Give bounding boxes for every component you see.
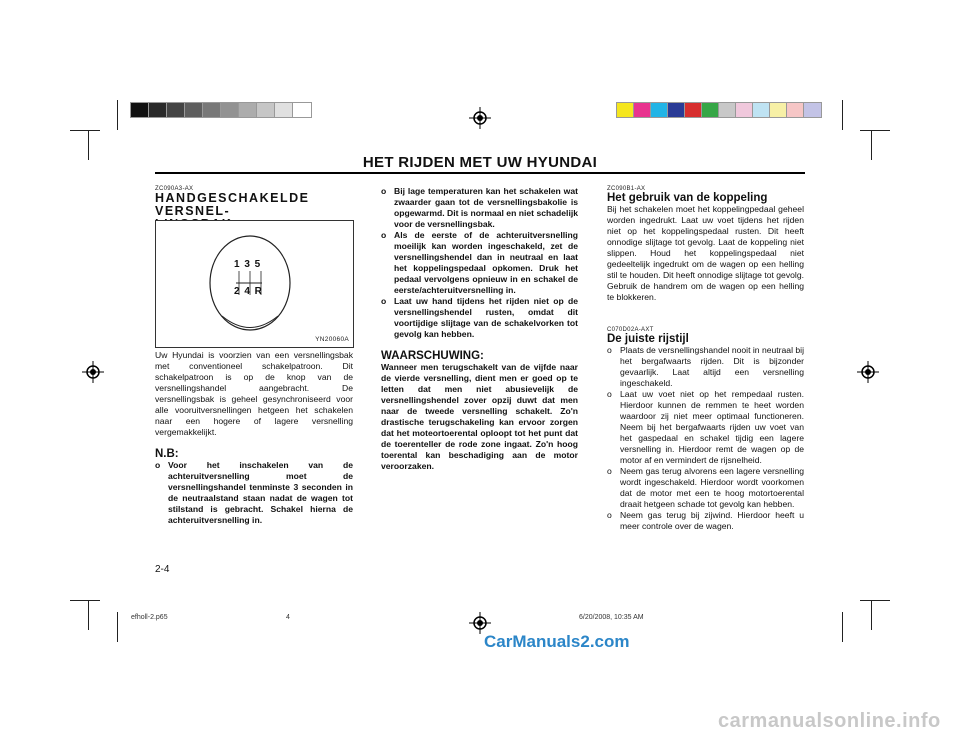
nb-list	[155, 460, 353, 526]
intro-paragraph: Uw Hyundai is voorzien van een versnellingsbak met conventioneel schakelpatroon. Dit schakelpatroon is op de knop van de versnellingshandel aangebracht. De versnellingsbak is geheel gesynchroniseerd voor alle vooruitversnellingen hetgeen het schakelen naar een hogere of lagere versnelling vergemakkelijkt.	[155, 350, 353, 437]
clutch-paragraph: Bij het schakelen moet het koppelingpedaal geheel worden ingedrukt. Laat uw voet tijdens het rijden niet op het koppelingspedaal rusten. Dit heeft onnodige slijtage tot gevolg. Laat de koppeling niet slippen. Houd het koppelingspedaal niet gedeeltelijk ingedrukt om de wagen op een helling stil te houden. Dit heeft onnodige slijtage tot gevolg. Gebruik de handrem om de wagen op een helling te blokkeren.	[607, 204, 804, 302]
calibration-swatch	[651, 103, 668, 117]
crop-mark	[117, 100, 118, 130]
crop-mark	[860, 600, 890, 601]
crop-mark	[70, 130, 100, 131]
calibration-swatch	[736, 103, 753, 117]
list-item: o Neem gas terug bij zijwind. Hierdoor heeft u meer controle over de wagen.	[607, 510, 804, 532]
calibration-swatch	[702, 103, 719, 117]
calibration-swatch	[239, 103, 257, 117]
color-calibration-bar	[617, 103, 821, 117]
calibration-swatch	[634, 103, 651, 117]
gear-knob-illustration	[156, 221, 353, 347]
list-item: o Plaats de versnellingshandel nooit in neutraal bij het bergafwaarts rijden. Dit is bijzonder gevaarlijk. Laat altijd een versnelling ingeschakeld.	[607, 345, 804, 389]
section-code: ZC090A3-AX	[155, 186, 194, 192]
calibration-swatch	[185, 103, 203, 117]
tips-list	[381, 186, 578, 340]
registration-target-icon	[469, 612, 491, 634]
crop-mark	[871, 600, 872, 630]
calibration-swatch	[149, 103, 167, 117]
calibration-swatch	[275, 103, 293, 117]
page-header-title: HET RIJDEN MET UW HYUNDAI	[362, 154, 598, 171]
crop-mark	[860, 130, 890, 131]
right-column	[607, 186, 804, 303]
list-item: o Laat uw hand tijdens het rijden niet op de versnellingshendel rusten, omdat dit voortijdige slijtage van de schakelvorken tot gevolg kan hebben.	[381, 296, 578, 340]
shift-pattern-bottom: 2 4 R	[234, 286, 263, 297]
list-item: o Neem gas terug alvorens een lagere versnelling wordt ingeschakeld. Hierdoor wordt voorkomen dat de motor met een te hoog motortoerental draait hetgeen schade tot gevolg kan hebben.	[607, 466, 804, 510]
calibration-swatch	[293, 103, 311, 117]
calibration-swatch	[719, 103, 736, 117]
calibration-swatch	[668, 103, 685, 117]
crop-mark	[70, 600, 100, 601]
gray-calibration-bar	[131, 103, 311, 117]
crop-mark	[842, 100, 843, 130]
calibration-swatch	[257, 103, 275, 117]
section-code: ZC090B1-AX	[607, 186, 646, 192]
warning-text: Wanneer men terugschakelt van de vijfde naar de vierde versnelling, dient men er goed op te letten dat men niet abusievelijk de versnellingshendel zover opzij duwt dat men naar de tweede versnelling schakelt. Zo'n drastische terugschakeling kan ervoor zorgen dat het moteortoerental oploopt tot het punt dat de toerenteller de rode zone ingaat. Zo'n hoog toerental kan beschadiging aan de motor veroorzaken.	[381, 362, 578, 471]
crop-mark	[117, 612, 118, 642]
calibration-swatch	[804, 103, 821, 117]
calibration-swatch	[770, 103, 787, 117]
driving-style-list	[607, 345, 804, 532]
header-rule	[155, 172, 805, 174]
section-code: C070D02A-AXT	[607, 327, 654, 333]
gear-knob-figure	[155, 220, 354, 348]
crop-mark	[842, 612, 843, 642]
list-item: o Voor het inschakelen van de achteruitversnelling moet de versnellingshandel tenminste 3 seconden in de neutraalstand staan nadat de wagen tot stilstand is gebracht. Schakel hierna de achteruitversnelling in.	[155, 460, 353, 526]
nb-heading: N.B:	[155, 448, 179, 460]
carmanuals-watermark[interactable]: CarManuals2.com	[484, 632, 630, 651]
footer-page: 4	[286, 614, 290, 621]
calibration-swatch	[617, 103, 634, 117]
warning-heading: WAARSCHUWING:	[381, 350, 484, 362]
page-number: 2-4	[155, 564, 170, 575]
shift-pattern-top: 1 3 5	[234, 259, 262, 270]
registration-target-icon	[82, 361, 104, 383]
section-heading: De juiste rijstijl	[607, 333, 689, 345]
section-heading: Het gebruik van de koppeling	[607, 192, 768, 204]
calibration-swatch	[685, 103, 702, 117]
crop-mark	[88, 600, 89, 630]
middle-column	[381, 186, 578, 472]
right-column-section2	[607, 327, 804, 532]
list-item: o Als de eerste of de achteruitversnelling moeilijk kan worden ingeschakeld, zet de versnellingshendel dan in neutraal en laat het koppelingspedaal opkomen. Druk het pedaal vervolgens opnieuw in en schakel de eerste/achteruitversnelling in.	[381, 230, 578, 296]
calibration-swatch	[131, 103, 149, 117]
left-column-body	[155, 350, 353, 526]
calibration-swatch	[753, 103, 770, 117]
calibration-swatch	[221, 103, 239, 117]
registration-target-icon	[469, 107, 491, 129]
calibration-swatch	[787, 103, 804, 117]
footer-date: 6/20/2008, 10:35 AM	[579, 614, 644, 621]
figure-label: YN20060A	[315, 336, 349, 343]
footer-filename: efholl-2.p65	[131, 614, 168, 621]
carmanualsonline-watermark[interactable]: carmanualsonline.info	[718, 710, 941, 732]
list-item: o Laat uw voet niet op het rempedaal rusten. Hierdoor kunnen de remmen te heet worden waardoor zij niet meer optimaal functioneren. Neem bij het bergafwaarts rijden uw voet van het gaspedaal en schakel tijdig een lagere versnelling in. Hierdoor remt de wagen op de motor af en vermindert de rijsnelheid.	[607, 389, 804, 466]
registration-target-icon	[857, 361, 879, 383]
calibration-swatch	[167, 103, 185, 117]
heading-line: HANDGESCHAKELDE VERSNEL-	[155, 191, 310, 218]
calibration-swatch	[203, 103, 221, 117]
list-item: o Bij lage temperaturen kan het schakelen wat zwaarder gaan tot de versnellingsbakolie is opgewarmd. Dit is normaal en niet schadelijk voor de versnellingsbak.	[381, 186, 578, 230]
